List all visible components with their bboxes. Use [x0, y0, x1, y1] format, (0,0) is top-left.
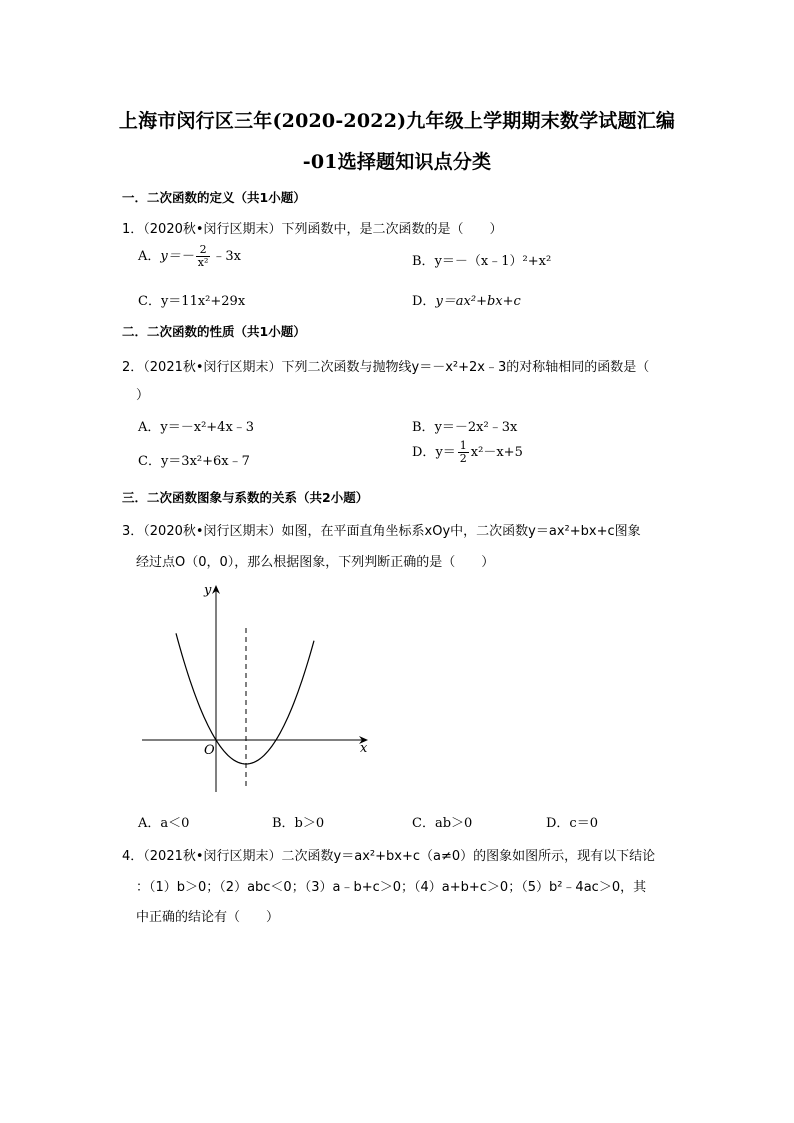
option-text: y＝－（x﹣1）²+x² [434, 254, 552, 269]
option-a-prefix: y＝－ [160, 249, 194, 264]
option-label: C． [138, 454, 161, 469]
y-axis-label: y [204, 583, 212, 598]
fraction-denominator: x² [197, 256, 209, 269]
section-heading-3: 三．二次函数图象与系数的关系（共2小题） [122, 490, 369, 505]
question-source: （2020秋•闵行区期末） [143, 222, 282, 237]
option-a-suffix: ﹣3x [212, 249, 241, 264]
question-4-line-3: 中正确的结论有（ ） [136, 910, 280, 925]
question-text: 二次函数y＝ax²+bx+c（a≠0）的图象如图所示，现有以下结论 [281, 849, 656, 864]
option-label: A． [138, 249, 161, 264]
option-text: y＝－x²+4x﹣3 [160, 420, 255, 435]
fraction-denominator: 2 [459, 452, 467, 465]
question-number: 2． [122, 360, 144, 375]
question-source: （2020秋•闵行区期末） [143, 524, 282, 539]
option-label: D． [412, 294, 436, 309]
q3-option-b: B．b＞0 [272, 816, 325, 831]
section-heading-2: 二．二次函数的性质（共1小题） [122, 324, 306, 339]
option-text: y＝ax²+bx+c [435, 294, 521, 309]
fraction-numerator: 1 [459, 439, 467, 452]
question-text: 如图，在平面直角坐标系xOy中，二次函数y＝ax²+bx+c图象 [281, 524, 641, 539]
option-label: D． [412, 445, 436, 460]
question-text: 下列函数中，是二次函数的是（ ） [281, 222, 503, 237]
question-source: （2021秋•闵行区期末） [143, 849, 282, 864]
question-number: 4． [122, 849, 144, 864]
question-number: 3． [122, 524, 144, 539]
q3-option-d: D．c＝0 [546, 816, 598, 831]
document-title-line-2: -01选择题知识点分类 [302, 151, 492, 173]
option-d-prefix: y＝ [435, 445, 456, 460]
question-3-line-2: 经过点O（0，0），那么根据图象，下列判断正确的是（ ） [136, 555, 495, 570]
question-4-line-2: ：（1）b＞0；（2）abc＜0；（3）a﹣b+c＞0；（4）a+b+c＞0；（5）b²﹣4ac＞0，其 [136, 880, 647, 895]
option-text: y＝11x²+29x [160, 294, 246, 309]
option-label: C． [138, 294, 161, 309]
option-label: A． [138, 420, 161, 435]
question-number: 1． [122, 222, 144, 237]
q3-option-a: A．a＜0 [138, 816, 190, 831]
question-text: 下列二次函数与抛物线y＝－x²+2x﹣3的对称轴相同的函数是（ [281, 360, 650, 375]
question-source: （2021秋•闵行区期末） [143, 360, 282, 375]
option-text: y＝3x²+6x﹣7 [160, 454, 250, 469]
question-4 [122, 845, 655, 864]
option-label: B． [412, 420, 435, 435]
section-heading-1: 一．二次函数的定义（共1小题） [122, 190, 306, 205]
option-text: y＝－2x²﹣3x [434, 420, 518, 435]
document-title-line-1: 上海市闵行区三年(2020-2022)九年级上学期期末数学试题汇编 [118, 110, 676, 132]
fraction-numerator: 2 [196, 244, 211, 257]
origin-label: O [204, 743, 215, 758]
parabola-curve [176, 633, 314, 764]
q3-option-c: C．ab＞0 [412, 816, 473, 831]
question-2-line-2: ） [136, 388, 150, 403]
option-d-suffix: x²－x+5 [470, 445, 523, 460]
x-axis-label: x [360, 741, 368, 756]
option-label: B． [412, 254, 435, 269]
